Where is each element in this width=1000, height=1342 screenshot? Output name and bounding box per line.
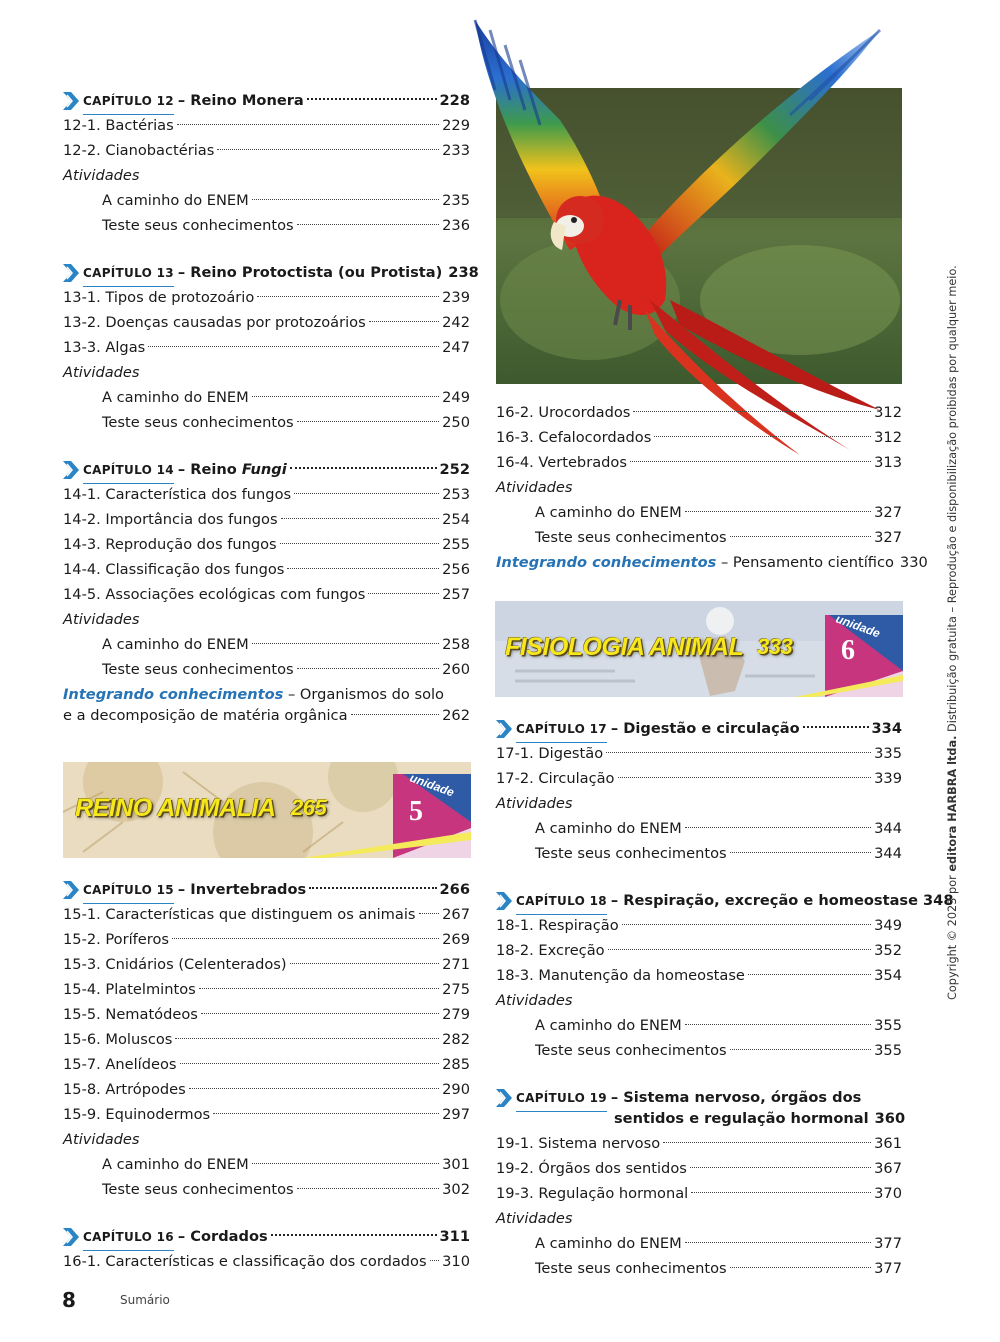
integrando-item[interactable]	[496, 550, 928, 575]
activities-text: Atividades	[63, 364, 140, 381]
toc-item-page: 233	[442, 142, 470, 159]
toc-item[interactable]	[63, 902, 470, 927]
leader-dots	[177, 124, 439, 125]
toc-item[interactable]	[63, 188, 470, 213]
toc-item-page: 310	[442, 1253, 470, 1270]
activities-text: Atividades	[496, 479, 573, 496]
leader-dots	[368, 593, 439, 594]
toc-item[interactable]	[63, 482, 470, 507]
toc-item-title: 16-3. Cefalocordados	[496, 429, 652, 446]
activities-text: Atividades	[63, 1131, 140, 1148]
toc-item[interactable]	[496, 913, 902, 938]
toc-item-page: 282	[442, 1031, 470, 1048]
unit-page: 333	[757, 634, 793, 659]
chapter-page: 228	[439, 92, 470, 109]
unit-5-banner[interactable]	[63, 762, 471, 858]
toc-item-page: 271	[442, 956, 470, 973]
toc-item[interactable]	[63, 1102, 470, 1127]
leader-dots	[271, 1234, 437, 1236]
toc-item-page: 361	[874, 1135, 902, 1152]
toc-item-title: 13-1. Tipos de protozoário	[63, 289, 255, 306]
leader-dots	[630, 461, 871, 462]
toc-item-title: 13-3. Algas	[63, 339, 146, 356]
toc-item[interactable]	[63, 532, 470, 557]
toc-item-title: Teste seus conhecimentos	[102, 661, 294, 678]
leader-dots	[730, 1049, 872, 1050]
toc-item[interactable]	[496, 1156, 902, 1181]
toc-item[interactable]	[63, 1027, 470, 1052]
toc-right-column-top	[496, 400, 928, 575]
toc-item[interactable]	[63, 977, 470, 1002]
toc-item-page: 370	[874, 1185, 902, 1202]
toc-item-title: A caminho do ENEM	[535, 1235, 682, 1252]
toc-item-title: 15-3. Cnidários (Celenterados)	[63, 956, 287, 973]
toc-item-page: 352	[874, 942, 902, 959]
chapter-page: 348	[923, 892, 954, 909]
toc-item-page: 255	[442, 536, 470, 553]
chapter-13-heading[interactable]	[63, 260, 479, 285]
leader-dots	[730, 536, 872, 537]
chevron-right-icon	[63, 881, 79, 899]
chapter-page: 266	[439, 881, 470, 898]
toc-item-page: 349	[874, 917, 902, 934]
chevron-right-icon	[63, 1228, 79, 1246]
toc-item[interactable]	[496, 525, 902, 550]
toc-item-title: Teste seus conhecimentos	[535, 1042, 727, 1059]
toc-item-page: 262	[442, 707, 470, 724]
chapter-15-heading[interactable]	[63, 877, 470, 902]
toc-item-page: 236	[442, 217, 470, 234]
toc-item-page: 253	[442, 486, 470, 503]
leader-dots	[691, 1192, 871, 1193]
leader-dots	[803, 726, 869, 728]
toc-item-page: 250	[442, 414, 470, 431]
toc-item-title: 15-2. Poríferos	[63, 931, 169, 948]
leader-dots	[213, 1113, 439, 1114]
toc-item-title: Teste seus conhecimentos	[102, 1181, 294, 1198]
chapter-18-heading[interactable]	[496, 888, 954, 913]
leader-dots	[252, 643, 439, 644]
toc-item[interactable]	[63, 657, 470, 682]
toc-item[interactable]	[63, 557, 470, 582]
toc-item-title: Teste seus conhecimentos	[535, 1260, 727, 1277]
footer-section-label: Sumário	[120, 1293, 170, 1307]
unit-number: 5	[409, 796, 423, 827]
toc-item-title: 19-1. Sistema nervoso	[496, 1135, 661, 1152]
toc-item-title: 12-1. Bactérias	[63, 117, 174, 134]
leader-dots	[252, 396, 439, 397]
toc-item[interactable]	[63, 410, 470, 435]
chevron-right-icon	[63, 92, 79, 110]
toc-item[interactable]	[63, 1249, 470, 1274]
chapter-page: 238	[448, 264, 479, 281]
toc-item-page: 285	[442, 1056, 470, 1073]
toc-left-column	[63, 88, 479, 728]
toc-item[interactable]	[63, 952, 470, 977]
unit-title: FISIOLOGIA ANIMAL	[505, 633, 744, 661]
activities-text: Atividades	[63, 611, 140, 628]
leader-dots	[685, 1242, 871, 1243]
toc-item-title: A caminho do ENEM	[535, 1017, 682, 1034]
activities-text: Atividades	[496, 795, 573, 812]
toc-item[interactable]	[63, 1077, 470, 1102]
toc-item-title: A caminho do ENEM	[102, 192, 249, 209]
toc-item[interactable]	[63, 507, 470, 532]
chapter-title: – Sistema nervoso, órgãos dos	[610, 1089, 862, 1106]
activities-label	[496, 1206, 902, 1231]
leader-dots	[294, 493, 439, 494]
toc-item-page: 312	[874, 404, 902, 421]
toc-item[interactable]	[63, 138, 470, 163]
toc-item-title: A caminho do ENEM	[535, 504, 682, 521]
toc-item-page: 257	[442, 586, 470, 603]
leader-dots	[685, 1024, 871, 1025]
integrando-label: Integrando conhecimentos	[496, 554, 717, 571]
chapter-14-heading[interactable]	[63, 457, 470, 482]
toc-item-title: 15-6. Moluscos	[63, 1031, 173, 1048]
toc-item-title: A caminho do ENEM	[535, 820, 682, 837]
leader-dots	[297, 421, 440, 422]
toc-item[interactable]	[63, 582, 470, 607]
leader-dots	[252, 199, 439, 200]
toc-item[interactable]	[63, 1152, 470, 1177]
leader-dots	[618, 777, 872, 778]
leader-dots	[748, 974, 871, 975]
toc-item-page: 354	[874, 967, 902, 984]
leader-dots	[287, 568, 439, 569]
leader-dots	[280, 543, 439, 544]
toc-item-page: 327	[874, 529, 902, 546]
leader-dots	[307, 98, 437, 100]
leader-dots	[351, 714, 440, 715]
chapter-title: – Invertebrados	[177, 881, 307, 898]
leader-dots	[606, 752, 871, 753]
leader-dots	[201, 1013, 439, 1014]
leader-dots	[730, 1267, 872, 1268]
leader-dots	[730, 852, 872, 853]
toc-item-title: 13-2. Doenças causadas por protozoários	[63, 314, 366, 331]
activities-text: Atividades	[63, 167, 140, 184]
toc-item-title: 18-3. Manutenção da homeostase	[496, 967, 745, 984]
chapter-label: CAPÍTULO 14	[83, 458, 174, 484]
activities-label	[496, 475, 902, 500]
integrando-title-line2: e a decomposição de matéria orgânica	[63, 707, 348, 724]
activities-text: Atividades	[496, 1210, 573, 1227]
toc-item-page: 269	[442, 931, 470, 948]
toc-item-page: 367	[874, 1160, 902, 1177]
toc-item-page: 312	[874, 429, 902, 446]
leader-dots	[281, 518, 440, 519]
chapter-page: 334	[871, 720, 902, 737]
toc-item-page: 247	[442, 339, 470, 356]
toc-item-title: 14-2. Importância dos fungos	[63, 511, 278, 528]
toc-item-page: 260	[442, 661, 470, 678]
page-number: 8	[62, 1288, 76, 1312]
chapter-title-line2: sentidos e regulação hormonal	[614, 1110, 869, 1127]
toc-item-title: Teste seus conhecimentos	[535, 845, 727, 862]
toc-item[interactable]	[63, 1052, 470, 1077]
toc-item-title: Teste seus conhecimentos	[535, 529, 727, 546]
leader-dots	[217, 149, 439, 150]
activities-label	[63, 360, 470, 385]
toc-item[interactable]	[63, 213, 470, 238]
toc-item-title: 14-4. Classificação dos fungos	[63, 561, 285, 578]
chapter-label: CAPÍTULO 16	[83, 1225, 174, 1251]
toc-item[interactable]	[496, 400, 902, 425]
toc-item-page: 313	[874, 454, 902, 471]
leader-dots	[297, 224, 440, 225]
toc-item-page: 229	[442, 117, 470, 134]
toc-item-page: 242	[442, 314, 470, 331]
toc-item-title: 17-1. Digestão	[496, 745, 604, 762]
integrando-title: – Organismos do solo	[283, 686, 444, 703]
leader-dots	[180, 1063, 440, 1064]
activities-label	[63, 607, 470, 632]
toc-item-title: 17-2. Circulação	[496, 770, 615, 787]
toc-item-title: 15-5. Nematódeos	[63, 1006, 198, 1023]
toc-item-title: Teste seus conhecimentos	[102, 217, 294, 234]
unit-label: unidade	[407, 770, 457, 800]
toc-item-title: 14-5. Associações ecológicas com fungos	[63, 586, 366, 603]
toc-item[interactable]	[496, 500, 902, 525]
leader-dots	[369, 321, 439, 322]
leader-dots	[430, 1260, 440, 1261]
toc-item-title: 15-4. Platelmintos	[63, 981, 196, 998]
unit-title: REINO ANIMALIA	[75, 794, 276, 822]
toc-item-page: 235	[442, 192, 470, 209]
toc-item-title: 19-3. Regulação hormonal	[496, 1185, 689, 1202]
toc-item[interactable]	[496, 741, 902, 766]
leader-dots	[608, 949, 872, 950]
toc-item-title: 15-7. Anelídeos	[63, 1056, 177, 1073]
toc-item-page: 377	[874, 1260, 902, 1277]
toc-item-title: Teste seus conhecimentos	[102, 414, 294, 431]
leader-dots	[690, 1167, 871, 1168]
integrando-item-line2[interactable]	[63, 703, 470, 728]
toc-item-page: 335	[874, 745, 902, 762]
toc-item[interactable]	[496, 816, 902, 841]
unit-page: 265	[291, 795, 327, 820]
toc-item-page: 290	[442, 1081, 470, 1098]
toc-item-title: 15-9. Equinodermos	[63, 1106, 211, 1123]
toc-item-title: 15-8. Artrópodes	[63, 1081, 186, 1098]
chapter-19-heading-line2[interactable]	[496, 1106, 906, 1131]
chapter-title: – Digestão e circulação	[610, 720, 800, 737]
chapter-label: CAPÍTULO 19	[516, 1086, 607, 1112]
chapter-title: – Reino	[177, 461, 242, 478]
toc-item[interactable]	[496, 841, 902, 866]
leader-dots	[663, 1142, 871, 1143]
chapter-title: – Cordados	[177, 1228, 268, 1245]
toc-item-page: 256	[442, 561, 470, 578]
toc-item[interactable]	[63, 113, 470, 138]
chapter-label: CAPÍTULO 13	[83, 261, 174, 287]
toc-item[interactable]	[496, 450, 902, 475]
toc-item-page: 355	[874, 1042, 902, 1059]
leader-dots	[622, 924, 872, 925]
chapter-label: CAPÍTULO 15	[83, 878, 174, 904]
toc-item-page: 302	[442, 1181, 470, 1198]
toc-item[interactable]	[496, 1256, 902, 1281]
chevron-right-icon	[496, 720, 512, 738]
chapter-page: 252	[439, 461, 470, 478]
toc-item-title: 14-3. Reprodução dos fungos	[63, 536, 277, 553]
toc-item-title: 16-4. Vertebrados	[496, 454, 627, 471]
toc-item[interactable]	[496, 1013, 902, 1038]
toc-item-page: 239	[442, 289, 470, 306]
integrando-label: Integrando conhecimentos	[63, 686, 284, 703]
chevron-right-icon	[63, 264, 79, 282]
chapter-label: CAPÍTULO 12	[83, 89, 174, 115]
toc-item[interactable]	[63, 927, 470, 952]
activities-label	[63, 163, 470, 188]
chapter-title-italic: Fungi	[241, 461, 287, 478]
toc-item[interactable]	[63, 285, 470, 310]
toc-item[interactable]	[496, 1038, 902, 1063]
toc-item-page: 330	[899, 554, 928, 571]
chevron-right-icon	[496, 892, 512, 910]
leader-dots	[633, 411, 871, 412]
activities-text: Atividades	[496, 992, 573, 1009]
leader-dots	[148, 346, 439, 347]
chevron-right-icon	[63, 461, 79, 479]
toc-left-column-lower	[63, 877, 470, 1274]
toc-item-title: A caminho do ENEM	[102, 1156, 249, 1173]
chapter-label: CAPÍTULO 17	[516, 717, 607, 743]
chapter-page: 311	[439, 1228, 470, 1245]
toc-item-page: 254	[442, 511, 470, 528]
toc-item-page: 267	[442, 906, 470, 923]
chapter-12-heading[interactable]	[63, 88, 470, 113]
chapter-title: – Respiração, excreção e homeostase	[610, 892, 919, 909]
integrando-title: – Pensamento científico	[716, 554, 894, 571]
leader-dots	[654, 436, 871, 437]
chapter-17-heading[interactable]	[496, 716, 902, 741]
toc-item[interactable]	[496, 766, 902, 791]
toc-item-page: 301	[442, 1156, 470, 1173]
activities-label	[496, 791, 902, 816]
toc-item-title: A caminho do ENEM	[102, 636, 249, 653]
chevron-right-icon	[496, 1089, 512, 1107]
toc-item[interactable]	[496, 1231, 902, 1256]
leader-dots	[252, 1163, 439, 1164]
copyright-publisher: editora HARBRA ltda.	[946, 735, 959, 872]
toc-item-page: 279	[442, 1006, 470, 1023]
leader-dots	[685, 511, 871, 512]
toc-item-page: 377	[874, 1235, 902, 1252]
leader-dots	[175, 1038, 439, 1039]
leader-dots	[419, 913, 440, 914]
toc-item-title: 19-2. Órgãos dos sentidos	[496, 1160, 687, 1177]
copyright-pre: Copyright © 2023 por	[946, 871, 959, 1000]
leader-dots	[297, 668, 440, 669]
toc-item-page: 249	[442, 389, 470, 406]
toc-item-title: 12-2. Cianobactérias	[63, 142, 215, 159]
toc-item-title: 16-1. Características e classificação dos cordados	[63, 1253, 427, 1270]
chapter-title: – Reino Protoctista (ou Protista)	[177, 264, 443, 281]
leader-dots	[290, 963, 440, 964]
toc-item[interactable]	[63, 335, 470, 360]
toc-item[interactable]	[63, 310, 470, 335]
toc-item-page: 344	[874, 845, 902, 862]
chapter-page: 360	[874, 1110, 906, 1127]
leader-dots	[257, 296, 439, 297]
toc-item[interactable]	[496, 425, 902, 450]
copyright-post: Distribuição gratuita – Reprodução e disponibilização proibidas por qualquer meio.	[946, 265, 959, 736]
toc-item[interactable]	[496, 1181, 902, 1206]
toc-item-title: A caminho do ENEM	[102, 389, 249, 406]
toc-item[interactable]	[63, 632, 470, 657]
toc-item-page: 327	[874, 504, 902, 521]
toc-item-title: 18-2. Excreção	[496, 942, 605, 959]
unit-number: 6	[841, 635, 855, 666]
toc-item-page: 258	[442, 636, 470, 653]
toc-item[interactable]	[63, 1002, 470, 1027]
copyright-notice	[946, 265, 959, 1000]
unit-6-banner[interactable]	[495, 601, 903, 697]
toc-item-page: 339	[874, 770, 902, 787]
leader-dots	[297, 1188, 440, 1189]
activities-label	[496, 988, 902, 1013]
leader-dots	[199, 988, 439, 989]
toc-item[interactable]	[63, 1177, 470, 1202]
toc-item-page: 344	[874, 820, 902, 837]
toc-item-page: 355	[874, 1017, 902, 1034]
toc-item[interactable]	[496, 938, 902, 963]
toc-item-title: 15-1. Características que distinguem os animais	[63, 906, 416, 923]
chapter-title: – Reino Monera	[177, 92, 304, 109]
leader-dots	[290, 467, 437, 469]
toc-item[interactable]	[496, 1131, 902, 1156]
toc-item-title: 16-2. Urocordados	[496, 404, 631, 421]
leader-dots	[309, 887, 436, 889]
leader-dots	[685, 827, 871, 828]
toc-item-title: 18-1. Respiração	[496, 917, 619, 934]
toc-item[interactable]	[63, 385, 470, 410]
chapter-label: CAPÍTULO 18	[516, 889, 607, 915]
toc-item-page: 275	[442, 981, 470, 998]
leader-dots	[189, 1088, 439, 1089]
leader-dots	[172, 938, 439, 939]
chapter-16-heading[interactable]	[63, 1224, 470, 1249]
scarlet-macaw-photo	[470, 0, 910, 460]
unit-label: unidade	[833, 611, 883, 641]
toc-item-title: 14-1. Característica dos fungos	[63, 486, 292, 503]
activities-label	[63, 1127, 470, 1152]
toc-item[interactable]	[496, 963, 902, 988]
toc-item-page: 297	[442, 1106, 470, 1123]
